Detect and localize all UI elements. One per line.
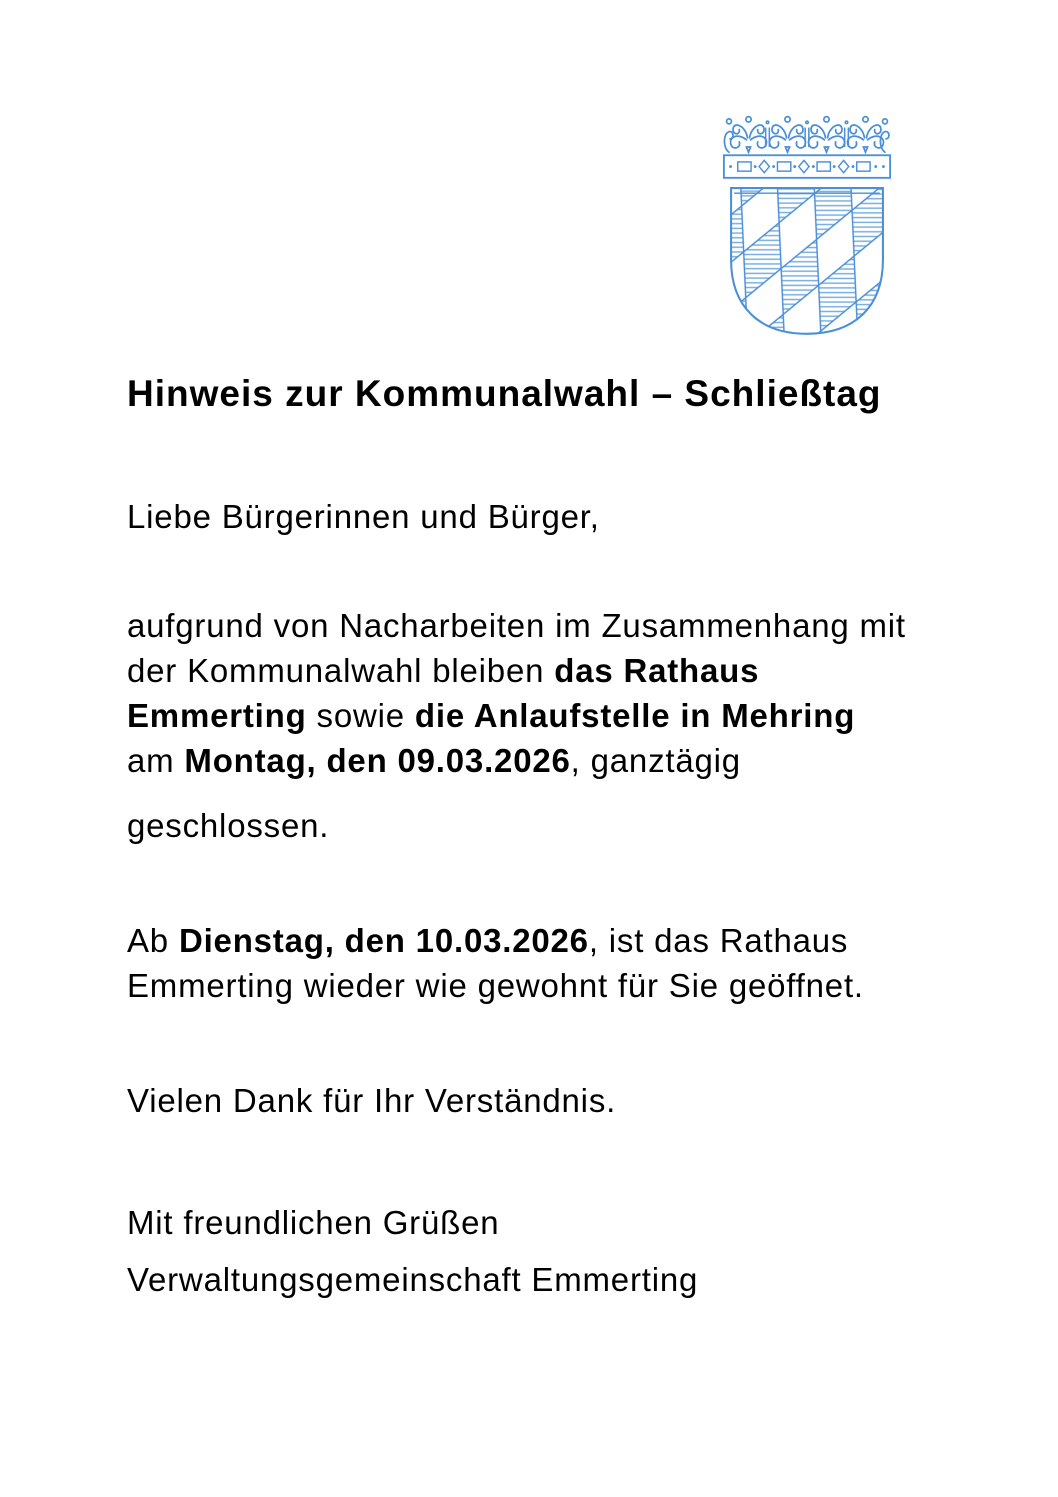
paragraph-line [127,918,864,963]
text-segment-bold: Emmerting [127,697,307,734]
closing-salutation: Mit freundlichen Grüßen [127,1204,500,1241]
text-segment-bold: Dienstag, den 10.03.2026 [178,922,589,959]
text-segment: , ist das Rathaus [588,922,849,959]
text-segment: , ganztägig [570,742,741,779]
paragraph-line [127,603,906,648]
notice-heading: Hinweis zur Kommunalwahl – Schließtag [127,373,882,414]
text-segment: der Kommunalwahl bleiben [127,652,555,689]
paragraph-line [127,963,864,1008]
greeting-line: Liebe Bürgerinnen und Bürger, [127,498,600,535]
paragraph-line [127,693,906,738]
closing-sender: Verwaltungsgemeinschaft Emmerting [127,1261,699,1298]
text-segment: sowie [306,697,415,734]
closure-paragraph [127,603,906,783]
text-segment: Emmerting wieder wie gewohnt für Sie geöffnet. [127,967,864,1004]
text-segment-bold: die Anlaufstelle in Mehring [414,697,856,734]
paragraph-line [127,738,906,783]
text-segment-bold: Montag, den 09.03.2026 [184,742,571,779]
text-segment-bold: das Rathaus [554,652,760,689]
paragraph-line [127,648,906,693]
thanks-line: Vielen Dank für Ihr Verständnis. [127,1082,617,1119]
reopening-paragraph [127,918,864,1008]
text-segment: Ab [127,922,179,959]
text-segment: am [127,742,185,779]
text-segment: aufgrund von Nacharbeiten im Zusammenhang mit [127,607,906,644]
bavaria-coat-of-arms-icon [718,106,896,342]
closed-word-line: geschlossen. [127,807,330,844]
